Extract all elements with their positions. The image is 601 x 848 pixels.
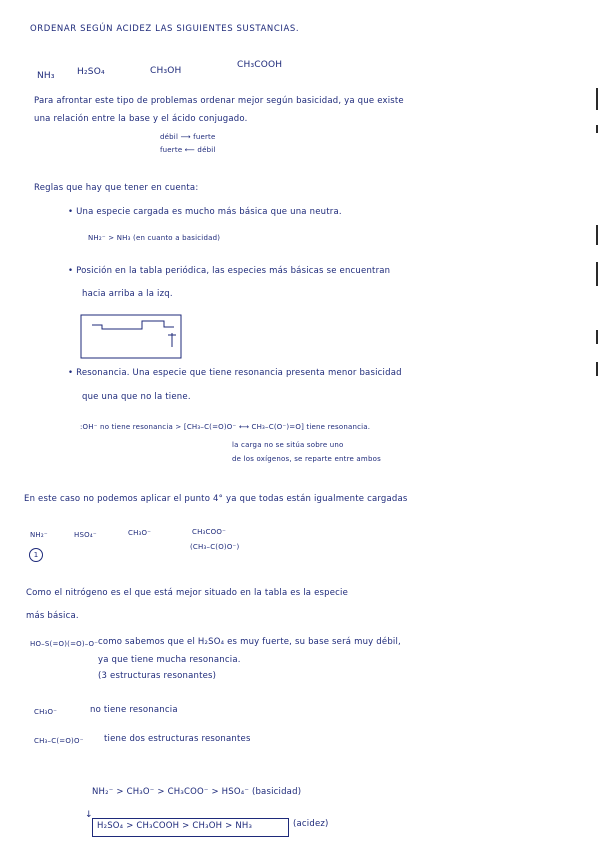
rule-charged-species: • Una especie cargada es mucho más básica que una neutra. — [68, 207, 342, 217]
acidity-order: H₂SO₄ > CH₃COOH > CH₃OH > NH₃ — [97, 821, 253, 831]
rule-resonance-1: • Resonancia. Una especie que tiene resonancia presenta menor basicidad — [68, 368, 402, 378]
nitrogen-line-2: más básica. — [26, 611, 79, 621]
intro-line-2: una relación entre la base y el ácido conjugado. — [34, 114, 248, 124]
acidity-label: (acidez) — [293, 819, 329, 829]
hso4-line-3: (3 estructuras resonantes) — [98, 671, 217, 681]
ch3coo-text: tiene dos estructuras resonantes — [104, 734, 251, 744]
down-arrow: ↓ — [85, 810, 93, 820]
base-ch3coo: CH₃COO⁻ — [192, 528, 226, 536]
application-line: En este caso no podemos aplicar el punto 4° ya que todas están igualmente cargadas — [24, 494, 408, 504]
rules-heading: Reglas que hay que tener en cuenta: — [34, 183, 199, 193]
periodic-table-sketch — [80, 313, 184, 361]
page-edge-mark — [596, 225, 598, 245]
compound-nh3: NH₃ — [37, 71, 55, 81]
intro-line-1: Para afrontar este tipo de problemas ordenar mejor según basicidad, ya que existe — [34, 96, 404, 106]
ch3coo-label: CH₃–C(=O)O⁻ — [34, 737, 84, 745]
rank-circle: 1 — [29, 548, 43, 562]
weak-strong-relation: débil ⟶ fuerte — [160, 133, 216, 141]
compound-ch3cooh: CH₃COOH — [237, 60, 283, 70]
base-ch3coo-resonance: (CH₃–C(O)O⁻) — [190, 543, 240, 551]
rule-periodic-position-2: hacia arriba a la izq. — [82, 289, 173, 299]
page-edge-mark — [596, 330, 598, 344]
ch3o-text: no tiene resonancia — [90, 705, 178, 715]
rule-resonance-2: que una que no la tiene. — [82, 392, 191, 402]
compound-h2so4: H₂SO₄ — [77, 67, 105, 77]
ch3o-label: CH₃O⁻ — [34, 708, 58, 716]
page-edge-mark — [596, 362, 598, 376]
rule-charged-example: NH₂⁻ > NH₃ (en cuanto a basicidad) — [88, 234, 221, 242]
nitrogen-line-1: Como el nitrógeno es el que está mejor situado en la tabla es la especie — [26, 588, 349, 598]
basicity-order: NH₂⁻ > CH₃O⁻ > CH₃COO⁻ > HSO₄⁻ (basicidad) — [92, 787, 302, 797]
base-hso4: HSO₄⁻ — [74, 531, 97, 539]
hso4-line-2: ya que tiene mucha resonancia. — [98, 655, 241, 665]
acidity-box — [92, 818, 289, 837]
hso4-line-1: como sabemos que el H₂SO₄ es muy fuerte, su base será muy débil, — [98, 637, 401, 647]
base-ch3o: CH₃O⁻ — [128, 529, 152, 537]
page-edge-mark — [596, 125, 598, 133]
rule-periodic-position-1: • Posición en la tabla periódica, las especies más básicas se encuentran — [68, 266, 391, 276]
hso4-structure: HO–S(=O)(=O)–O⁻ — [30, 640, 99, 648]
hydroxide-vs-acetate: :OH⁻ no tiene resonancia > [CH₃–C(=O)O⁻ ⟷ CH₃–C(O⁻)=O] tiene resonancia. — [80, 423, 371, 431]
strong-weak-relation: fuerte ⟵ débil — [160, 146, 216, 154]
page-edge-mark — [596, 262, 598, 286]
base-nh2: NH₂⁻ — [30, 531, 48, 539]
page-edge-mark — [596, 88, 598, 110]
charge-note-2: de los oxígenos, se reparte entre ambos — [232, 455, 381, 463]
charge-note-1: la carga no se sitúa sobre uno — [232, 441, 344, 449]
page-title: ORDENAR SEGÚN ACIDEZ LAS SIGUIENTES SUSTANCIAS. — [30, 24, 300, 34]
compound-ch3oh: CH₃OH — [150, 66, 182, 76]
